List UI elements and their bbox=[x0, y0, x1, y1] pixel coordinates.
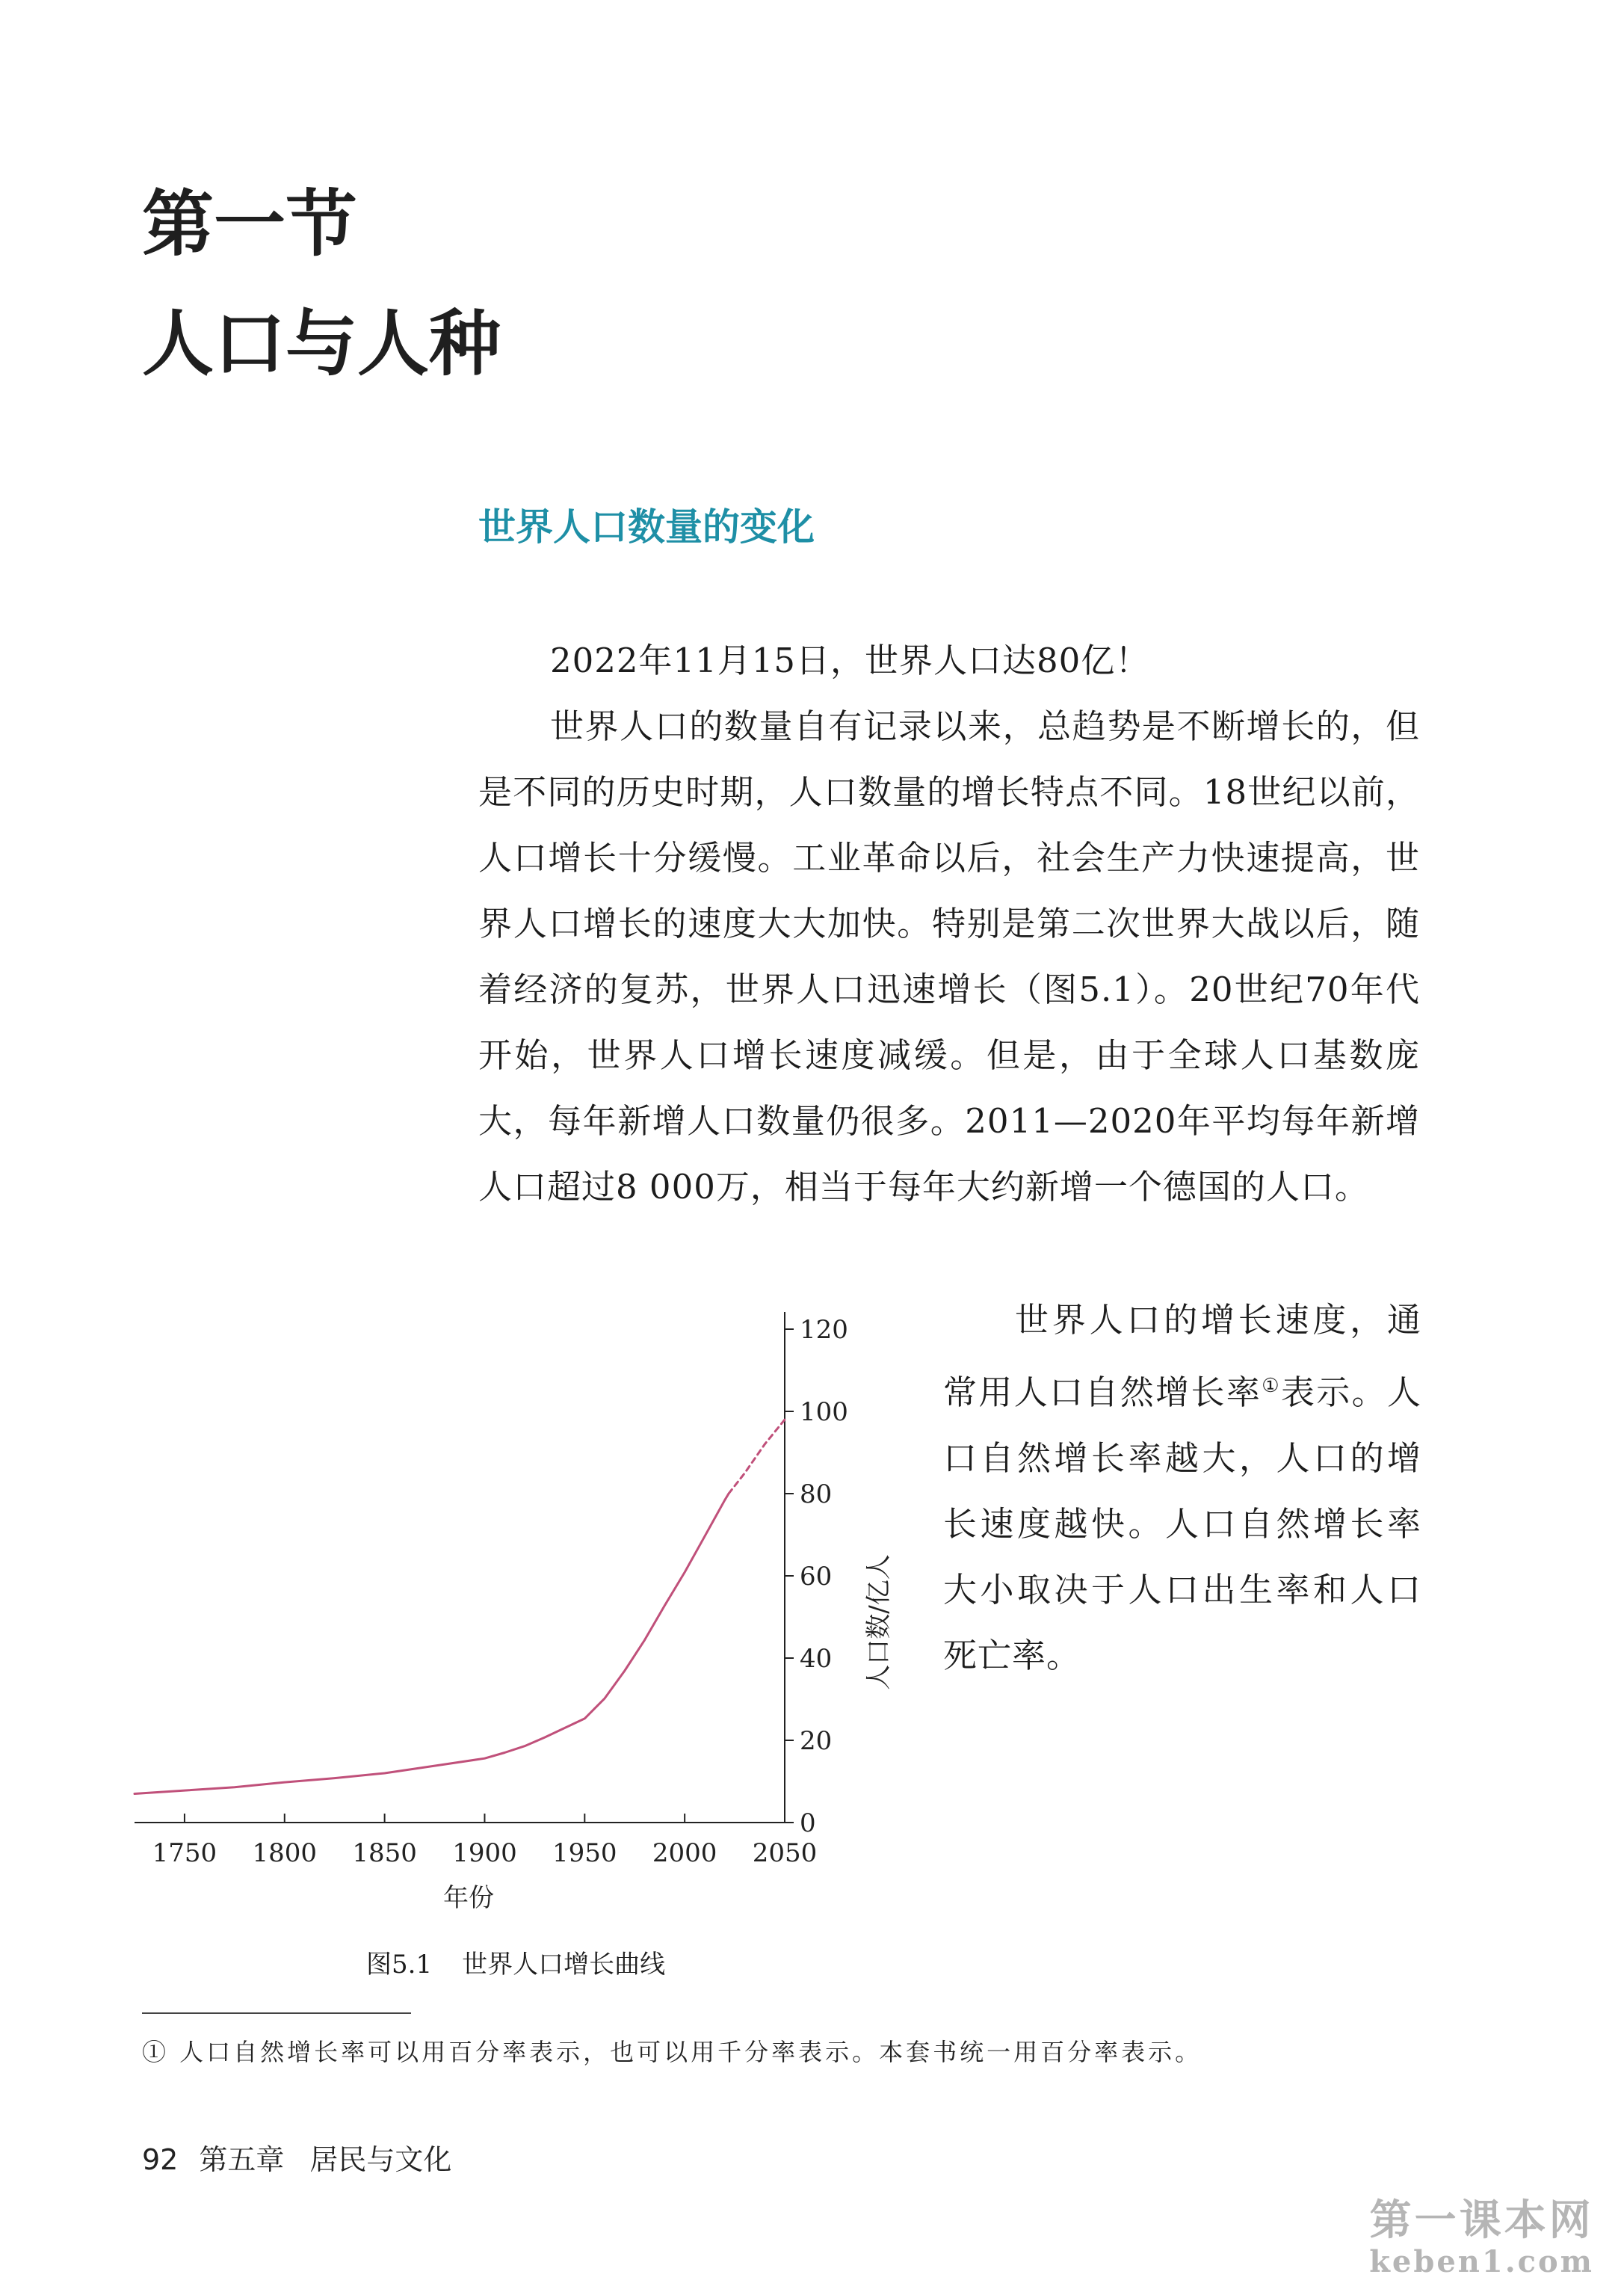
side-paragraph bbox=[943, 1287, 1421, 1689]
body-paragraph: 2022年11月15日，世界人口达80亿！ bbox=[550, 641, 1150, 680]
x-tick-label: 1950 bbox=[552, 1838, 617, 1868]
population-growth-chart bbox=[112, 1286, 894, 1929]
side-paragraph-end: 表示。人口自然增长率越大，人口的增长速度越快。人口自然增长率大小取决于人口出生率和人口死亡率。 bbox=[943, 1373, 1421, 1675]
subsection-heading: 世界人口数量的变化 bbox=[478, 505, 815, 549]
y-tick-label: 80 bbox=[800, 1479, 833, 1509]
body-text bbox=[478, 628, 1420, 1220]
side-paragraph-start: 世界人口的增长速度，通常用人口自然增长率 bbox=[943, 1300, 1421, 1412]
x-tick-label: 1750 bbox=[152, 1838, 217, 1868]
x-tick-label: 1800 bbox=[252, 1838, 318, 1868]
y-tick-label: 100 bbox=[800, 1397, 848, 1427]
y-tick-label: 40 bbox=[800, 1644, 833, 1674]
x-axis-label: 年份 bbox=[443, 1883, 494, 1913]
x-tick-label: 2050 bbox=[752, 1838, 818, 1868]
page-number: 92 bbox=[142, 2143, 179, 2176]
chapter-title: 居民与文化 bbox=[309, 2143, 452, 2176]
watermark bbox=[1369, 2196, 1594, 2279]
figure-number: 图5.1 bbox=[366, 1950, 433, 1980]
population-line bbox=[135, 1494, 729, 1794]
side-text bbox=[943, 1287, 1421, 1689]
y-tick-label: 60 bbox=[800, 1562, 833, 1592]
figure-caption bbox=[366, 1944, 665, 1980]
body-paragraph: 世界人口的数量自有记录以来，总趋势是不断增长的，但是不同的历史时期，人口数量的增长特点不同。18世纪以前，人口增长十分缓慢。工业革命以后，社会生产力快速提高，世界人口增长的速度大大加快。特别是第二次世界大战以后，随着经济的复苏，世界人口迅速增长（图5.1）。20世纪70年代开始，世界人口增长速度减缓。但是，由于全球人口基数庞大，每年新增人口数量仍很多。2011—2020年平均每年新增人口超过8 000万，相当于每年大约新增一个德国的人口。 bbox=[478, 706, 1420, 1207]
x-tick-label: 1850 bbox=[352, 1838, 417, 1868]
footnote: ① 人口自然增长率可以用百分率表示，也可以用千分率表示。本套书统一用百分率表示。 bbox=[142, 2038, 1202, 2066]
section-heading bbox=[142, 164, 501, 404]
x-tick-label: 2000 bbox=[652, 1838, 717, 1868]
x-tick-label: 1900 bbox=[452, 1838, 517, 1868]
page-footer bbox=[142, 2137, 451, 2178]
y-tick-label: 120 bbox=[800, 1315, 848, 1345]
y-tick-label: 20 bbox=[800, 1726, 833, 1756]
section-number: 第一节 bbox=[142, 182, 357, 266]
footnote-marker: ① bbox=[1262, 1375, 1281, 1397]
watermark-title: 第一课本网 bbox=[1369, 2196, 1594, 2245]
y-tick-label: 0 bbox=[800, 1808, 816, 1838]
chapter-number: 第五章 bbox=[199, 2143, 285, 2176]
watermark-url: keben1.com bbox=[1369, 2244, 1594, 2279]
population-projection-line bbox=[729, 1420, 785, 1494]
footnote-divider bbox=[142, 2012, 411, 2014]
section-title: 人口与人种 bbox=[142, 302, 501, 386]
figure-caption-text: 世界人口增长曲线 bbox=[462, 1950, 666, 1980]
y-axis-label: 人口数/亿人 bbox=[864, 1554, 894, 1690]
